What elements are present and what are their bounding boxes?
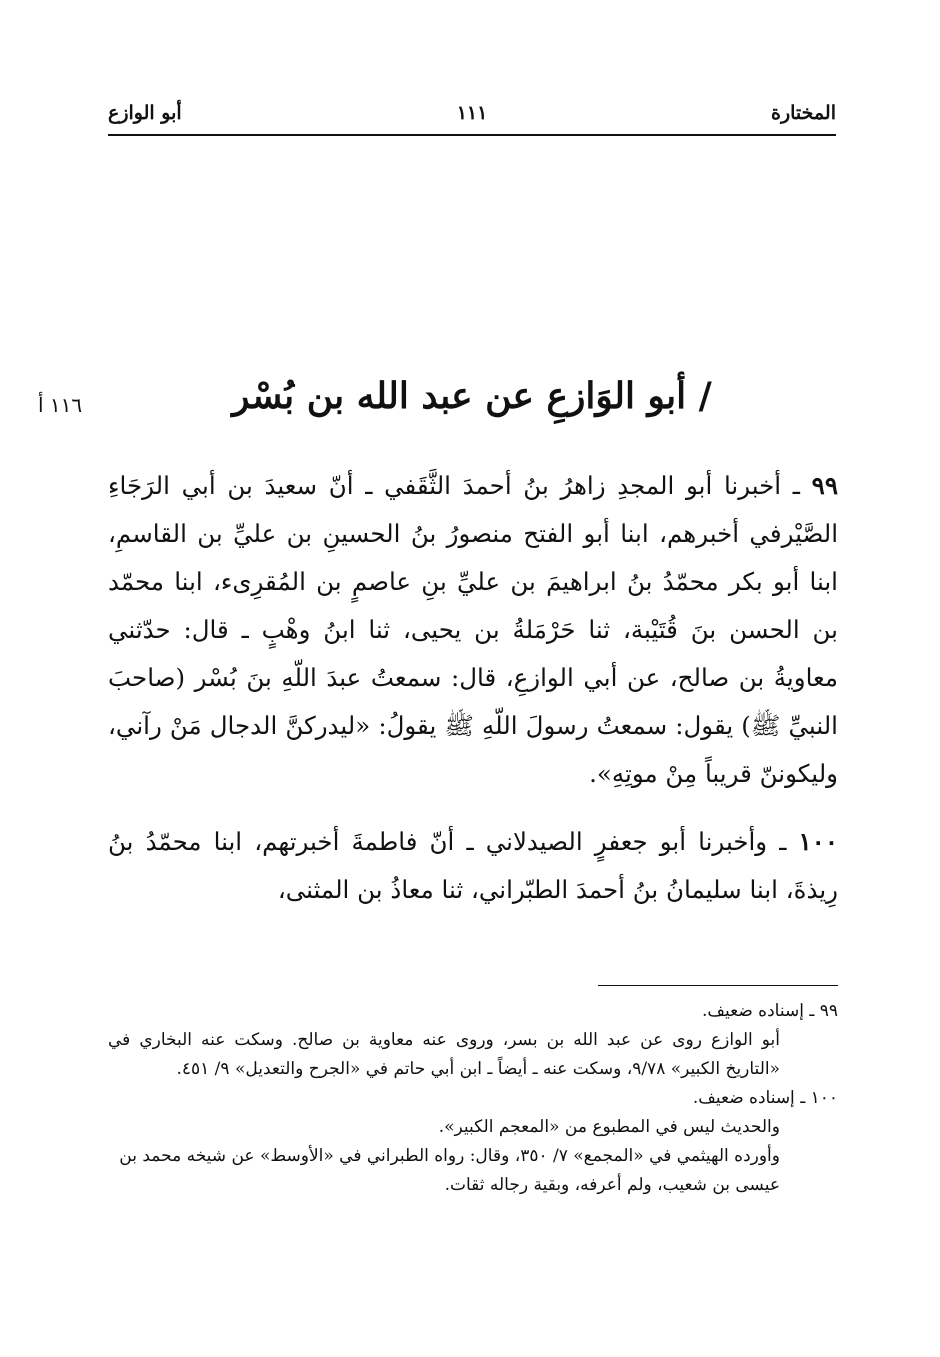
footnotes [108, 997, 838, 1200]
footnote-text: وأورده الهيثمي في «المجمع» ٧/ ٣٥٠، وقال: رواه الطبراني في «الأوسط» عن شيخه محمد بن عيسى بن شعيب، ولم أعرفه، وبقية رجاله ثقات. [119, 1146, 780, 1195]
main-text [108, 462, 838, 914]
hadith-paragraph [108, 462, 838, 798]
footnote [108, 1084, 838, 1113]
header-section-title: أبو الوازع [108, 102, 182, 124]
hadith-paragraph [108, 818, 838, 914]
running-header [108, 100, 836, 136]
footnote [108, 1113, 838, 1142]
footnote-label: ٩٩ ـ [809, 1001, 838, 1021]
footnote-text: إسناده ضعيف. [702, 1001, 804, 1021]
footnote [108, 997, 838, 1026]
manuscript-folio-marker: ١١٦ أ [38, 393, 83, 417]
page-number: ١١١ [456, 102, 488, 124]
chapter-title: / أبو الوَازعِ عن عبد الله بن بُسْر [232, 375, 712, 417]
hadith-number: ١٠٠ [798, 827, 838, 856]
footnote [108, 1142, 838, 1200]
footnote-text: أبو الوازع روى عن عبد الله بن بسر، وروى عنه معاوية بن صالح. وسكت عنه البخاري في «التاريخ الكبير» ٩/٧٨، وسكت عنه ـ أيضاً ـ ابن أبي حاتم في «الجرح والتعديل» ٩/ ٤٥١. [108, 1030, 780, 1079]
hadith-text: ـ أخبرنا أبو المجدِ زاهرُ بنُ أحمدَ الثَّقَفي ـ أنّ سعيدَ بن أبي الرَجَاءِ الصَّيْرفي أخبرهم، ابنا أبو الفتح منصورُ بنُ الحسينِ بن عليِّ بن القاسمِ، ابنا أبو بكر محمّدُ بنُ ابراهيمَ بن عليِّ بنِ عاصمٍ بن المُقرِىء، ابنا محمّد بن الحسن بنَ قُتَيْبة، ثنا حَرْمَلةُ بن يحيى، ثنا ابنُ وهْبٍ ـ قال: حدّثني معاويةُ بن صالح، عن أبي الوازعِ، قال: سمعتُ عبدَ اللّهِ بنَ بُسْر (صاحبَ النبيِّ ﷺ) يقول: سمعتُ رسولَ اللّهِ ﷺ يقولُ: «ليدركنَّ الدجال مَنْ رآني، وليكوننّ قريباً مِنْ موتِهِ». [108, 471, 838, 788]
footnote-separator [598, 985, 838, 986]
footnote [108, 1026, 838, 1084]
footnote-text: إسناده ضعيف. [692, 1088, 795, 1108]
header-book-title: المختارة [771, 102, 836, 124]
hadith-text: ـ وأخبرنا أبو جعفرٍ الصيدلاني ـ أنّ فاطمةَ أخبرتهم، ابنا محمّدُ بنُ رِيذةَ، ابنا سليمانُ بنُ أحمدَ الطبّراني، ثنا معاذُ بن المثنى، [108, 827, 838, 904]
footnote-label: ١٠٠ ـ [800, 1088, 838, 1108]
footnote-text: والحديث ليس في المطبوع من «المعجم الكبير». [438, 1117, 780, 1137]
hadith-number: ٩٩ [811, 471, 838, 500]
